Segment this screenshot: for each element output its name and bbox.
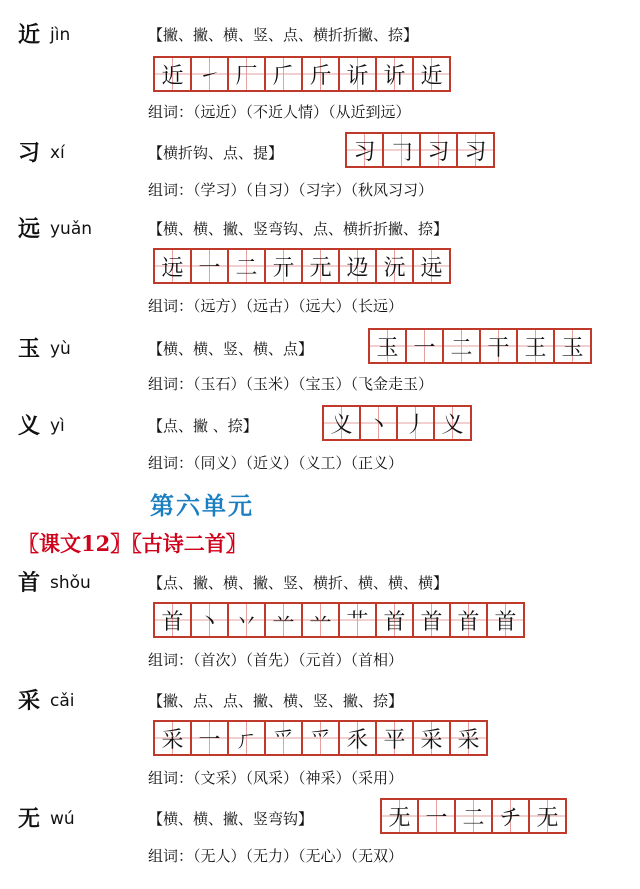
stroke-cell: 沅 <box>377 250 414 282</box>
stroke-cell: 近 <box>414 58 451 90</box>
word-examples: 组词：（无人）（无力）（无心）（无双） <box>148 847 404 865</box>
stroke-grid <box>322 405 472 441</box>
stroke-cell: 𠃌 <box>384 134 421 166</box>
stroke-cell: 习 <box>347 134 384 166</box>
entry-pinyin: yù <box>50 339 71 359</box>
stroke-cell: 首 <box>377 604 414 636</box>
stroke-order: 【撇、撇、横、竖、点、横折折撇、捺】 <box>148 26 419 44</box>
entry-pinyin: xí <box>50 143 65 163</box>
entry-pinyin: cǎi <box>50 691 75 711</box>
stroke-order: 【横、横、竖、横、点】 <box>148 340 314 358</box>
entry-char: 采 <box>18 688 41 714</box>
stroke-cell: 首 <box>155 604 192 636</box>
stroke-cell: 二 <box>444 330 481 362</box>
stroke-cell: 丿 <box>398 407 435 439</box>
entry-char: 首 <box>18 570 41 596</box>
stroke-order: 【横、横、撇、竖弯钩、点、横折折撇、捺】 <box>148 220 449 238</box>
unit-title: 第六单元 <box>150 491 254 520</box>
stroke-cell: 一 <box>407 330 444 362</box>
stroke-cell: 𠂆 <box>266 58 303 90</box>
entry-char: 义 <box>18 413 41 439</box>
entry-pinyin: yì <box>50 416 65 436</box>
stroke-grid <box>345 132 495 168</box>
stroke-cell: 采 <box>414 722 451 754</box>
stroke-grid <box>153 602 525 638</box>
stroke-grid <box>153 56 451 92</box>
word-examples: 组词：（文采）（风采）（神采）（采用） <box>148 769 404 787</box>
stroke-cell: 首 <box>451 604 488 636</box>
stroke-cell: 二 <box>229 250 266 282</box>
stroke-cell: 一 <box>192 250 229 282</box>
stroke-cell: 习 <box>458 134 495 166</box>
stroke-cell: 爫 <box>303 722 340 754</box>
stroke-grid <box>153 720 488 756</box>
stroke-cell: 䒑 <box>266 604 303 636</box>
stroke-cell: チ <box>493 800 530 832</box>
stroke-cell: 无 <box>382 800 419 832</box>
entry-pinyin: shǒu <box>50 573 91 593</box>
stroke-cell: 义 <box>435 407 472 439</box>
entry-pinyin: yuǎn <box>50 219 93 239</box>
stroke-cell: ㇀ <box>192 58 229 90</box>
stroke-order: 【横、横、撇、竖弯钩】 <box>148 810 314 828</box>
entry-char: 近 <box>18 22 41 48</box>
stroke-order: 【点、撇、横、撇、竖、横折、横、横、横】 <box>148 574 449 592</box>
stroke-cell: 亓 <box>266 250 303 282</box>
entry-char: 无 <box>18 806 41 832</box>
stroke-grid <box>380 798 567 834</box>
stroke-cell: 斤 <box>303 58 340 90</box>
stroke-order: 【撇、点、点、撇、横、竖、撇、捺】 <box>148 692 404 710</box>
stroke-cell: 习 <box>421 134 458 166</box>
stroke-cell: 乑 <box>340 722 377 754</box>
stroke-cell: 䜣 <box>377 58 414 90</box>
stroke-cell: 一 <box>192 722 229 754</box>
entry-char: 习 <box>18 140 41 166</box>
entry-pinyin: wú <box>50 809 75 829</box>
stroke-cell: 艹 <box>340 604 377 636</box>
stroke-cell: 玉 <box>370 330 407 362</box>
stroke-cell: ㄏ <box>229 722 266 754</box>
stroke-cell: 厂 <box>229 58 266 90</box>
entry-char: 远 <box>18 216 41 242</box>
stroke-cell: 辸 <box>340 250 377 282</box>
stroke-cell: 王 <box>518 330 555 362</box>
stroke-grid <box>153 248 451 284</box>
stroke-cell: 䒑 <box>303 604 340 636</box>
stroke-cell: 丶 <box>361 407 398 439</box>
stroke-cell: 二 <box>456 800 493 832</box>
stroke-cell: 䜣 <box>340 58 377 90</box>
stroke-order: 【横折钩、点、提】 <box>148 144 284 162</box>
stroke-cell: 一 <box>419 800 456 832</box>
stroke-cell: 干 <box>481 330 518 362</box>
word-examples: 组词：（学习）（自习）（习字）（秋风习习） <box>148 181 434 199</box>
stroke-cell: 远 <box>155 250 192 282</box>
stroke-grid <box>368 328 592 364</box>
entry-pinyin: jìn <box>50 25 71 45</box>
stroke-cell: 采 <box>451 722 488 754</box>
stroke-cell: 丷 <box>229 604 266 636</box>
stroke-cell: 丶 <box>192 604 229 636</box>
stroke-cell: 首 <box>414 604 451 636</box>
stroke-cell: 采 <box>155 722 192 754</box>
stroke-cell: 玉 <box>555 330 592 362</box>
stroke-cell: 爫 <box>266 722 303 754</box>
word-examples: 组词：（远方）（远古）（远大）（长远） <box>148 297 404 315</box>
stroke-cell: 首 <box>488 604 525 636</box>
stroke-cell: 无 <box>530 800 567 832</box>
word-examples: 组词：（玉石）（玉米）（宝玉）（飞金走玉） <box>148 375 434 393</box>
entry-char: 玉 <box>18 336 41 362</box>
lesson-title: 〖课文12〗〖古诗二首〗 <box>18 531 247 556</box>
stroke-cell: 元 <box>303 250 340 282</box>
stroke-order: 【点、撇 、捺】 <box>148 417 258 435</box>
stroke-cell: 义 <box>324 407 361 439</box>
word-examples: 组词：（同义）（近义）（义工）（正义） <box>148 454 404 472</box>
word-examples: 组词：（远近）（不近人情）（从近到远） <box>148 103 411 121</box>
stroke-cell: 近 <box>155 58 192 90</box>
stroke-cell: 平 <box>377 722 414 754</box>
stroke-cell: 远 <box>414 250 451 282</box>
word-examples: 组词：（首次）（首先）（元首）（首相） <box>148 651 404 669</box>
